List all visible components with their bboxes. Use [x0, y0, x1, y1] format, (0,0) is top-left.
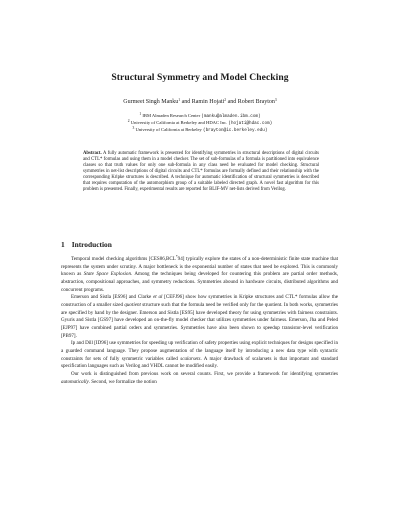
- emphasis: scalarsets: [180, 355, 201, 362]
- author-name: Ramin Hojati: [191, 99, 225, 105]
- paragraph: [61, 371, 338, 386]
- text-run: structure such that the formula need be verified only for the quotient. In both works, symmetries are specified by hand by the designer. Emerson and Sistla [ES95] have developed theory for using symmetries with fairness constraints. Gyuris and Sistla [GS97] have developed an on-the-fly model checker that utilizes symmetries under fairness. Emerson, Jha and Peled [EJP97] have combined partial orders and symmetries. Symmetries have also been shown to speedup transistor-level verification [PB97].: [61, 301, 338, 339]
- text-run: Temporal model checking algorithms [CES86,BCL: [71, 256, 176, 262]
- abstract-label: Abstract.: [83, 151, 102, 156]
- text-run: . Among the techniques being developed for countering this problem are partial order methods, abstraction, compositional approaches, and symmetry reductions. Symmetries abound in hardware circuits, distributed algorithms and concurrent programs.: [61, 271, 338, 293]
- author-separator: and: [226, 99, 238, 105]
- affiliation-email: (hojati@hdac.com): [228, 121, 273, 126]
- emphasis: quotient: [124, 301, 141, 308]
- affiliation-mark: 1: [139, 112, 142, 116]
- body-text: [61, 256, 338, 386]
- text-run: Our work is distinguished from previous work on several counts. First, we provide a framework for identifying symmetries: [71, 370, 338, 377]
- section-title: Introduction: [71, 240, 112, 249]
- text-run: Emerson and Sistla [ES96] and Clarke: [71, 294, 154, 301]
- author-mark: 3: [274, 98, 277, 102]
- author-name: Robert Brayton: [237, 99, 275, 105]
- text-run: Ip and Dill [ID96] use symmetries for speeding up verification of safety properties using explicit techniques for designs specified in a guarded command language. They propose augmentation of the language itself by introducing a new data type with syntactic constraints for sets of fully symmetric variables called: [61, 340, 338, 362]
- text-run: [CEFJ96] show how symmetries in Kripke structures and CTL* formulas allow the construction of a smaller sized: [61, 294, 339, 308]
- text-run: 94] typically explore the states of a non-deterministic finite state machine that represents the system under scrutiny. A major bottleneck is the exponential number of states that need be explored. This is commonly known as: [61, 256, 338, 278]
- affiliation-mark: 3: [132, 126, 135, 130]
- affiliation-mark: 2: [127, 119, 130, 123]
- author-mark: 1: [178, 98, 181, 102]
- author-separator: and: [180, 99, 192, 105]
- author-mark: 2: [224, 98, 227, 102]
- affiliation-org: IBM Almaden Research Center: [142, 113, 201, 118]
- emphasis: automatically: [61, 378, 89, 385]
- abstract-text: A fully automatic framework is presented for identifying symmetries in structural descriptions of digital circuits and CTL* formulas and using them in a model checker. The set of sub-formulas of a formula is partitioned into equivalence classes so that truth values for only one sub-formula in any class need be evaluated for model checking. Structural symmetries in net-list descriptions of digital circuits and CTL* formulas are formally defined and their relationship with the corresponding Kripke structures is described. A technique for automatic identification of structural symmetries is described that requires computation of the automorphism group of a suitable labeled directed graph. A novel fast algorithm for this problem is presented. Finally, experimental results are reported for BLIF-MV net-lists derived from Verilog.: [83, 151, 319, 193]
- star-mark: *: [175, 255, 178, 259]
- affiliation: [0, 113, 400, 120]
- emphasis: State Space Explosion: [83, 271, 131, 278]
- paragraph: [61, 256, 338, 294]
- section-heading: [61, 240, 112, 249]
- paper-title: Structural Symmetry and Model Checking: [111, 72, 289, 83]
- affiliation-org: University of California at Berkeley: [135, 127, 202, 132]
- paragraph: [61, 340, 338, 371]
- affiliation: [0, 120, 400, 127]
- affiliation-org: University of California at Berkeley and HDAC Inc.: [130, 120, 228, 125]
- text-run: . A major drawback of scalarsets is that important and standard specification languages such as Verilog and VHDL cannot be modified easily.: [61, 355, 339, 370]
- abstract: [83, 151, 319, 193]
- paragraph: [61, 294, 338, 340]
- section-number: 1: [61, 240, 65, 249]
- affiliation-email: (brayton@ic.berkeley.edu): [202, 128, 268, 133]
- author-name: Gurmeet Singh Manku: [123, 99, 179, 105]
- text-run: . Second, we formalize the notion: [88, 378, 157, 385]
- affiliation-email: (manku@almaden.ibm.com): [201, 114, 261, 119]
- author-list: [0, 99, 400, 105]
- affiliation: [0, 127, 400, 134]
- emphasis: et al: [153, 294, 163, 301]
